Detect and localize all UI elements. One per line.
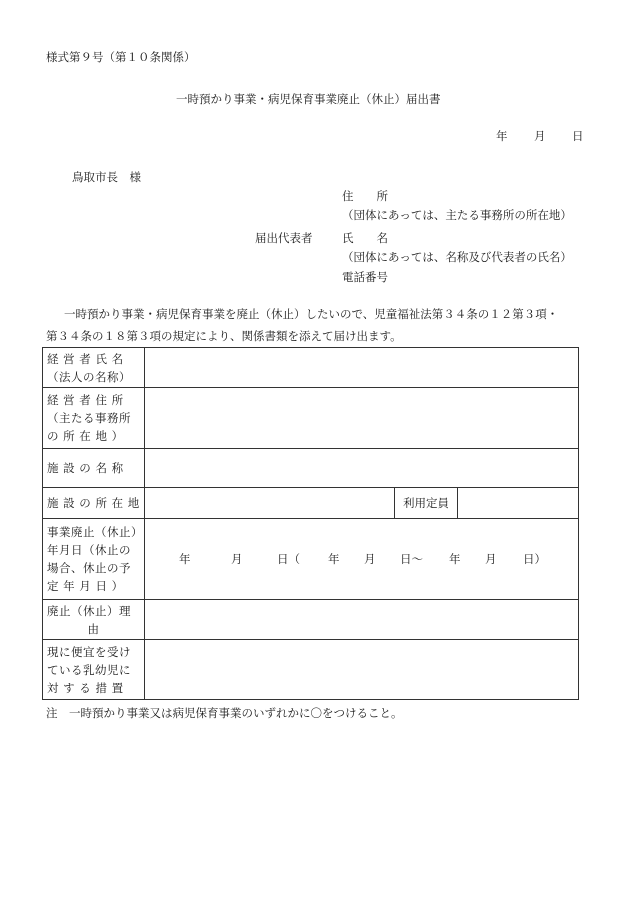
facility-name-label: 施 設 の 名 称 (43, 449, 145, 488)
row-operator-name (43, 348, 579, 388)
body-text-line-2: 第３４条の１８第３項の規定により、関係書類を添えて届け出ます。 (46, 329, 402, 343)
row-measures (43, 640, 579, 700)
address-note: （団体にあっては、主たる事務所の所在地） (342, 208, 572, 222)
suspend-to-month: 月 (485, 552, 497, 566)
notification-form-table (42, 347, 579, 700)
operator-address-label-line-3: の 所 在 地 ） (47, 429, 124, 443)
operator-address-field[interactable] (145, 388, 579, 449)
name-label: 氏 名 (342, 231, 388, 245)
operator-name-label-line-1: 経 営 者 氏 名 (47, 351, 124, 366)
name-note: （団体にあっては、名称及び代表者の氏名） (342, 250, 572, 264)
date-month: 月 (534, 129, 546, 143)
reason-label (43, 600, 145, 640)
operator-name-field[interactable] (145, 348, 579, 388)
facility-name-field[interactable] (145, 449, 579, 488)
operator-address-label-line-2: （主たる事務所 (47, 411, 131, 425)
closure-date-value (145, 519, 578, 599)
footnote: 注 一時預かり事業又は病児保育事業のいずれかに〇をつけること。 (46, 706, 403, 720)
row-reason (43, 600, 579, 640)
measures-label-line-2: ている乳幼児に (47, 662, 131, 677)
form-number: 様式第９号（第１０条関係） (46, 50, 196, 64)
measures-label-line-3: 対 す る 措 置 (47, 680, 124, 695)
measures-field[interactable] (145, 640, 579, 700)
reason-field[interactable] (145, 600, 579, 640)
closure-day-open: 日（ (277, 552, 300, 566)
closure-year: 年 (179, 552, 191, 566)
representative-label: 届出代表者 (255, 231, 313, 245)
closure-month: 月 (231, 552, 243, 566)
document-title: 一時預かり事業・病児保育事業廃止（休止）届出書 (176, 92, 441, 106)
suspend-to-year: 年 (449, 552, 461, 566)
closure-date-label-line-3: 場合、休止の予 (47, 561, 131, 575)
row-facility-location (43, 488, 579, 519)
date-day: 日 (572, 129, 584, 143)
suspend-from-day: 日～ (400, 552, 423, 566)
operator-address-label (43, 388, 145, 449)
operator-name-label (43, 348, 145, 388)
facility-location-field[interactable] (145, 488, 395, 519)
addressee: 鳥取市長 様 (72, 170, 141, 184)
date-year: 年 (496, 129, 508, 143)
closure-date-label-line-2: 年月日（休止の (47, 543, 131, 557)
facility-location-label: 施 設 の 所 在 地 (43, 488, 145, 519)
phone-label: 電話番号 (342, 270, 388, 284)
suspend-from-month: 月 (364, 552, 376, 566)
capacity-label: 利用定員 (395, 488, 458, 519)
reason-label-line-1: 廃止（休止）理 (47, 603, 131, 618)
measures-label-line-1: 現に便宜を受け (47, 644, 131, 659)
closure-date-label (43, 519, 145, 600)
closure-date-label-line-1: 事業廃止（休止） (47, 525, 143, 539)
closure-date-label-line-4: 定 年 月 日 ） (47, 579, 124, 593)
reason-label-line-2: 由 (87, 621, 100, 636)
row-operator-address (43, 388, 579, 449)
row-facility-name (43, 449, 579, 488)
operator-name-label-line-2: （法人の名称） (47, 369, 131, 384)
measures-label (43, 640, 145, 700)
operator-address-label-line-1: 経 営 者 住 所 (47, 393, 124, 407)
address-label: 住 所 (342, 189, 388, 203)
suspend-from-year: 年 (328, 552, 340, 566)
closure-date-field[interactable] (145, 519, 579, 600)
capacity-field[interactable] (458, 488, 579, 519)
row-closure-date (43, 519, 579, 600)
body-text-line-1: 一時預かり事業・病児保育事業を廃止（休止）したいので、児童福祉法第３４条の１２第３項・ (64, 307, 559, 321)
suspend-to-day: 日） (523, 552, 546, 566)
